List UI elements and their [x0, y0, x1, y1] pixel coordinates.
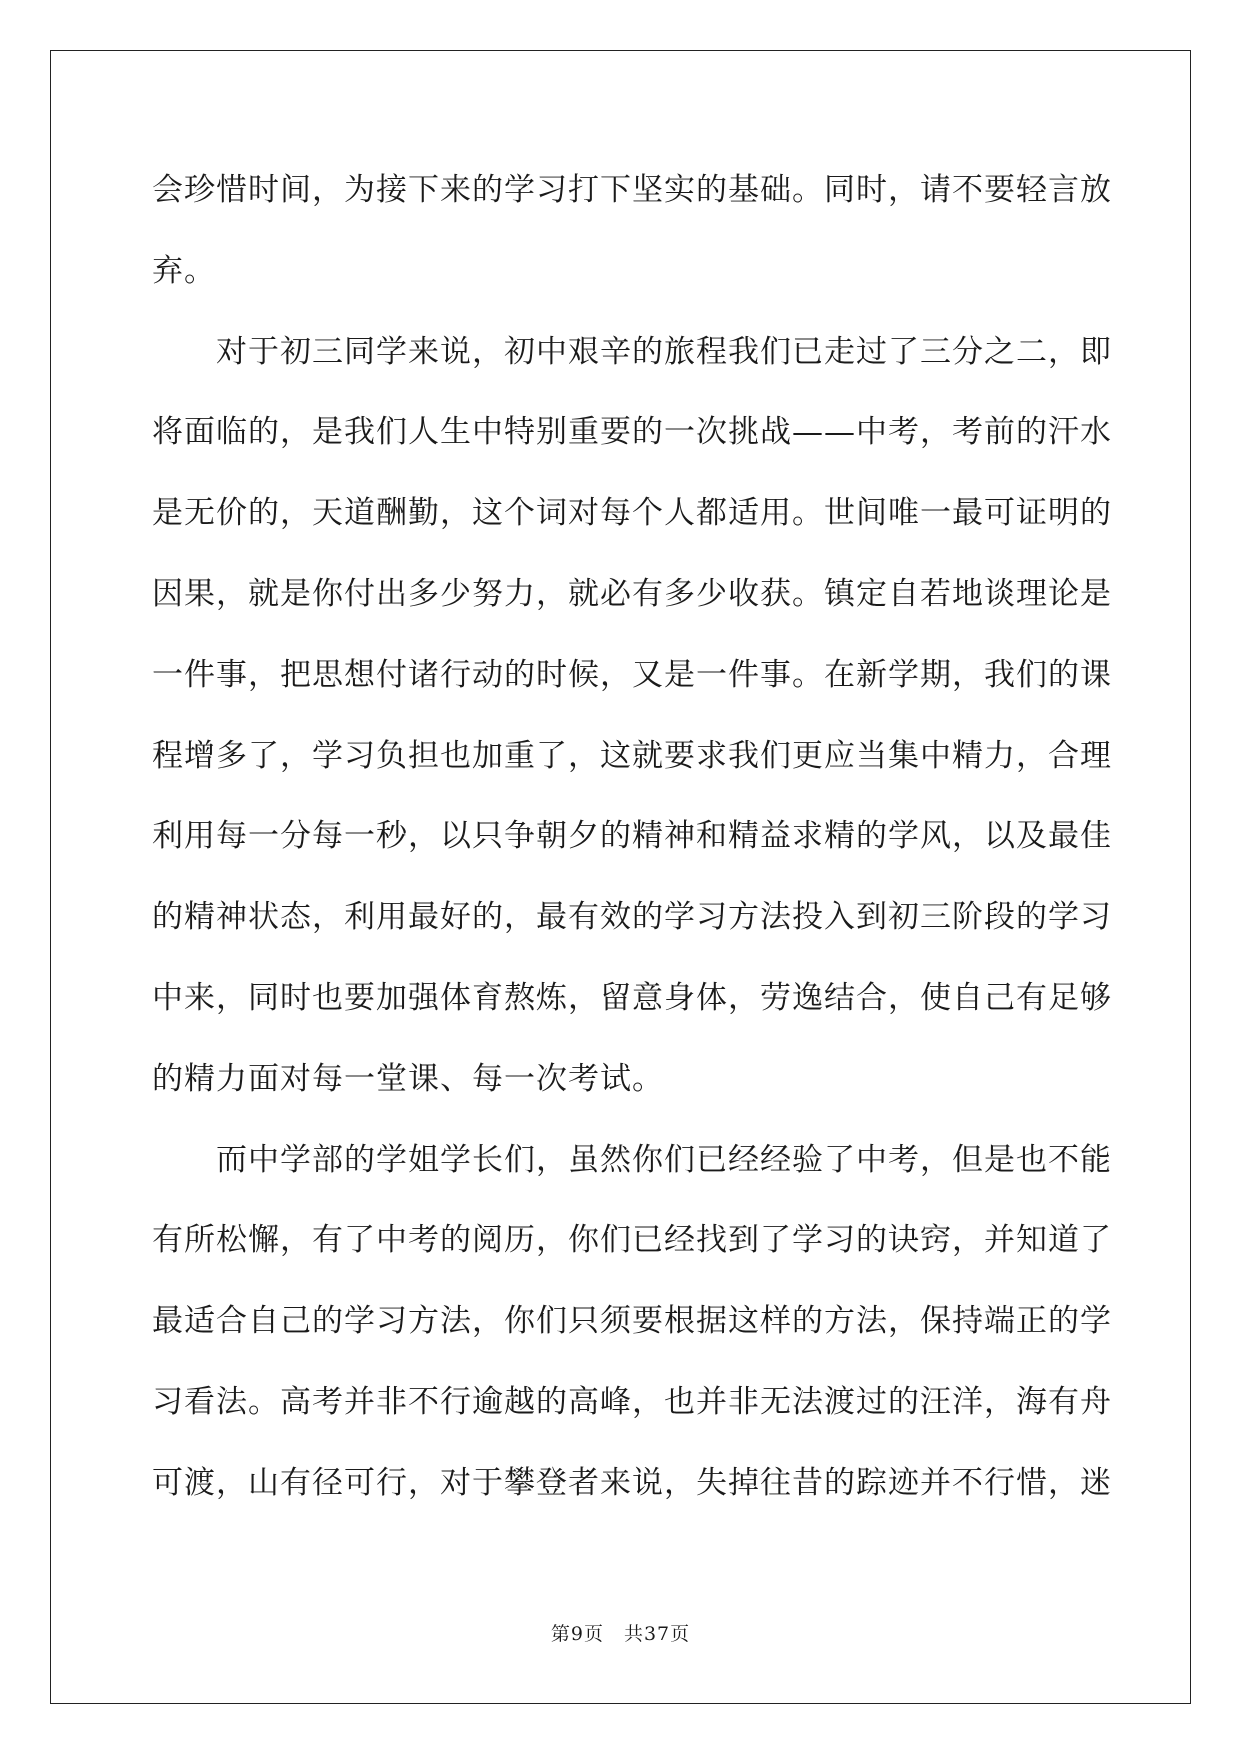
text-line: 程增多了，学习负担也加重了，这就要求我们更应当集中精力，合理 — [152, 737, 1112, 774]
text-line: 有所松懈，有了中考的阅历，你们已经找到了学习的诀窍，并知道了 — [152, 1222, 1112, 1259]
text-line: 将面临的，是我们人生中特别重要的一次挑战——中考，考前的汗水 — [152, 414, 1112, 451]
text-line: 可渡，山有径可行，对于攀登者来说，失掉往昔的踪迹并不行惜，迷 — [152, 1464, 1112, 1501]
text-line: 对于初三同学来说，初中艰辛的旅程我们已走过了三分之二，即 — [152, 333, 1112, 370]
text-line: 弃。 — [152, 252, 216, 289]
text-line: 一件事，把思想付诸行动的时候，又是一件事。在新学期，我们的课 — [152, 656, 1112, 693]
text-line: 而中学部的学姐学长们，虽然你们已经经验了中考，但是也不能 — [152, 1141, 1112, 1178]
text-line: 因果，就是你付出多少努力，就必有多少收获。镇定自若地谈理论是 — [152, 575, 1112, 612]
text-line: 会珍惜时间，为接下来的学习打下坚实的基础。同时，请不要轻言放 — [152, 172, 1112, 208]
text-line: 是无价的，天道酬勤，这个词对每个人都适用。世间唯一最可证明的 — [152, 495, 1112, 532]
text-line: 的精神状态，利用最好的，最有效的学习方法投入到初三阶段的学习 — [152, 899, 1112, 936]
document-body — [152, 150, 1112, 1524]
text-line: 习看法。高考并非不行逾越的高峰，也并非无法渡过的汪洋，海有舟 — [152, 1383, 1112, 1420]
page-footer: 第9页 共37页 — [550, 1623, 691, 1645]
text-line: 最适合自己的学习方法，你们只须要根据这样的方法，保持端正的学 — [152, 1303, 1112, 1340]
text-line: 利用每一分每一秒，以只争朝夕的精神和精益求精的学风，以及最佳 — [152, 818, 1112, 855]
text-line: 中来，同时也要加强体育熬炼，留意身体，劳逸结合，使自己有足够 — [152, 979, 1112, 1016]
text-line: 的精力面对每一堂课、每一次考试。 — [152, 1060, 664, 1097]
